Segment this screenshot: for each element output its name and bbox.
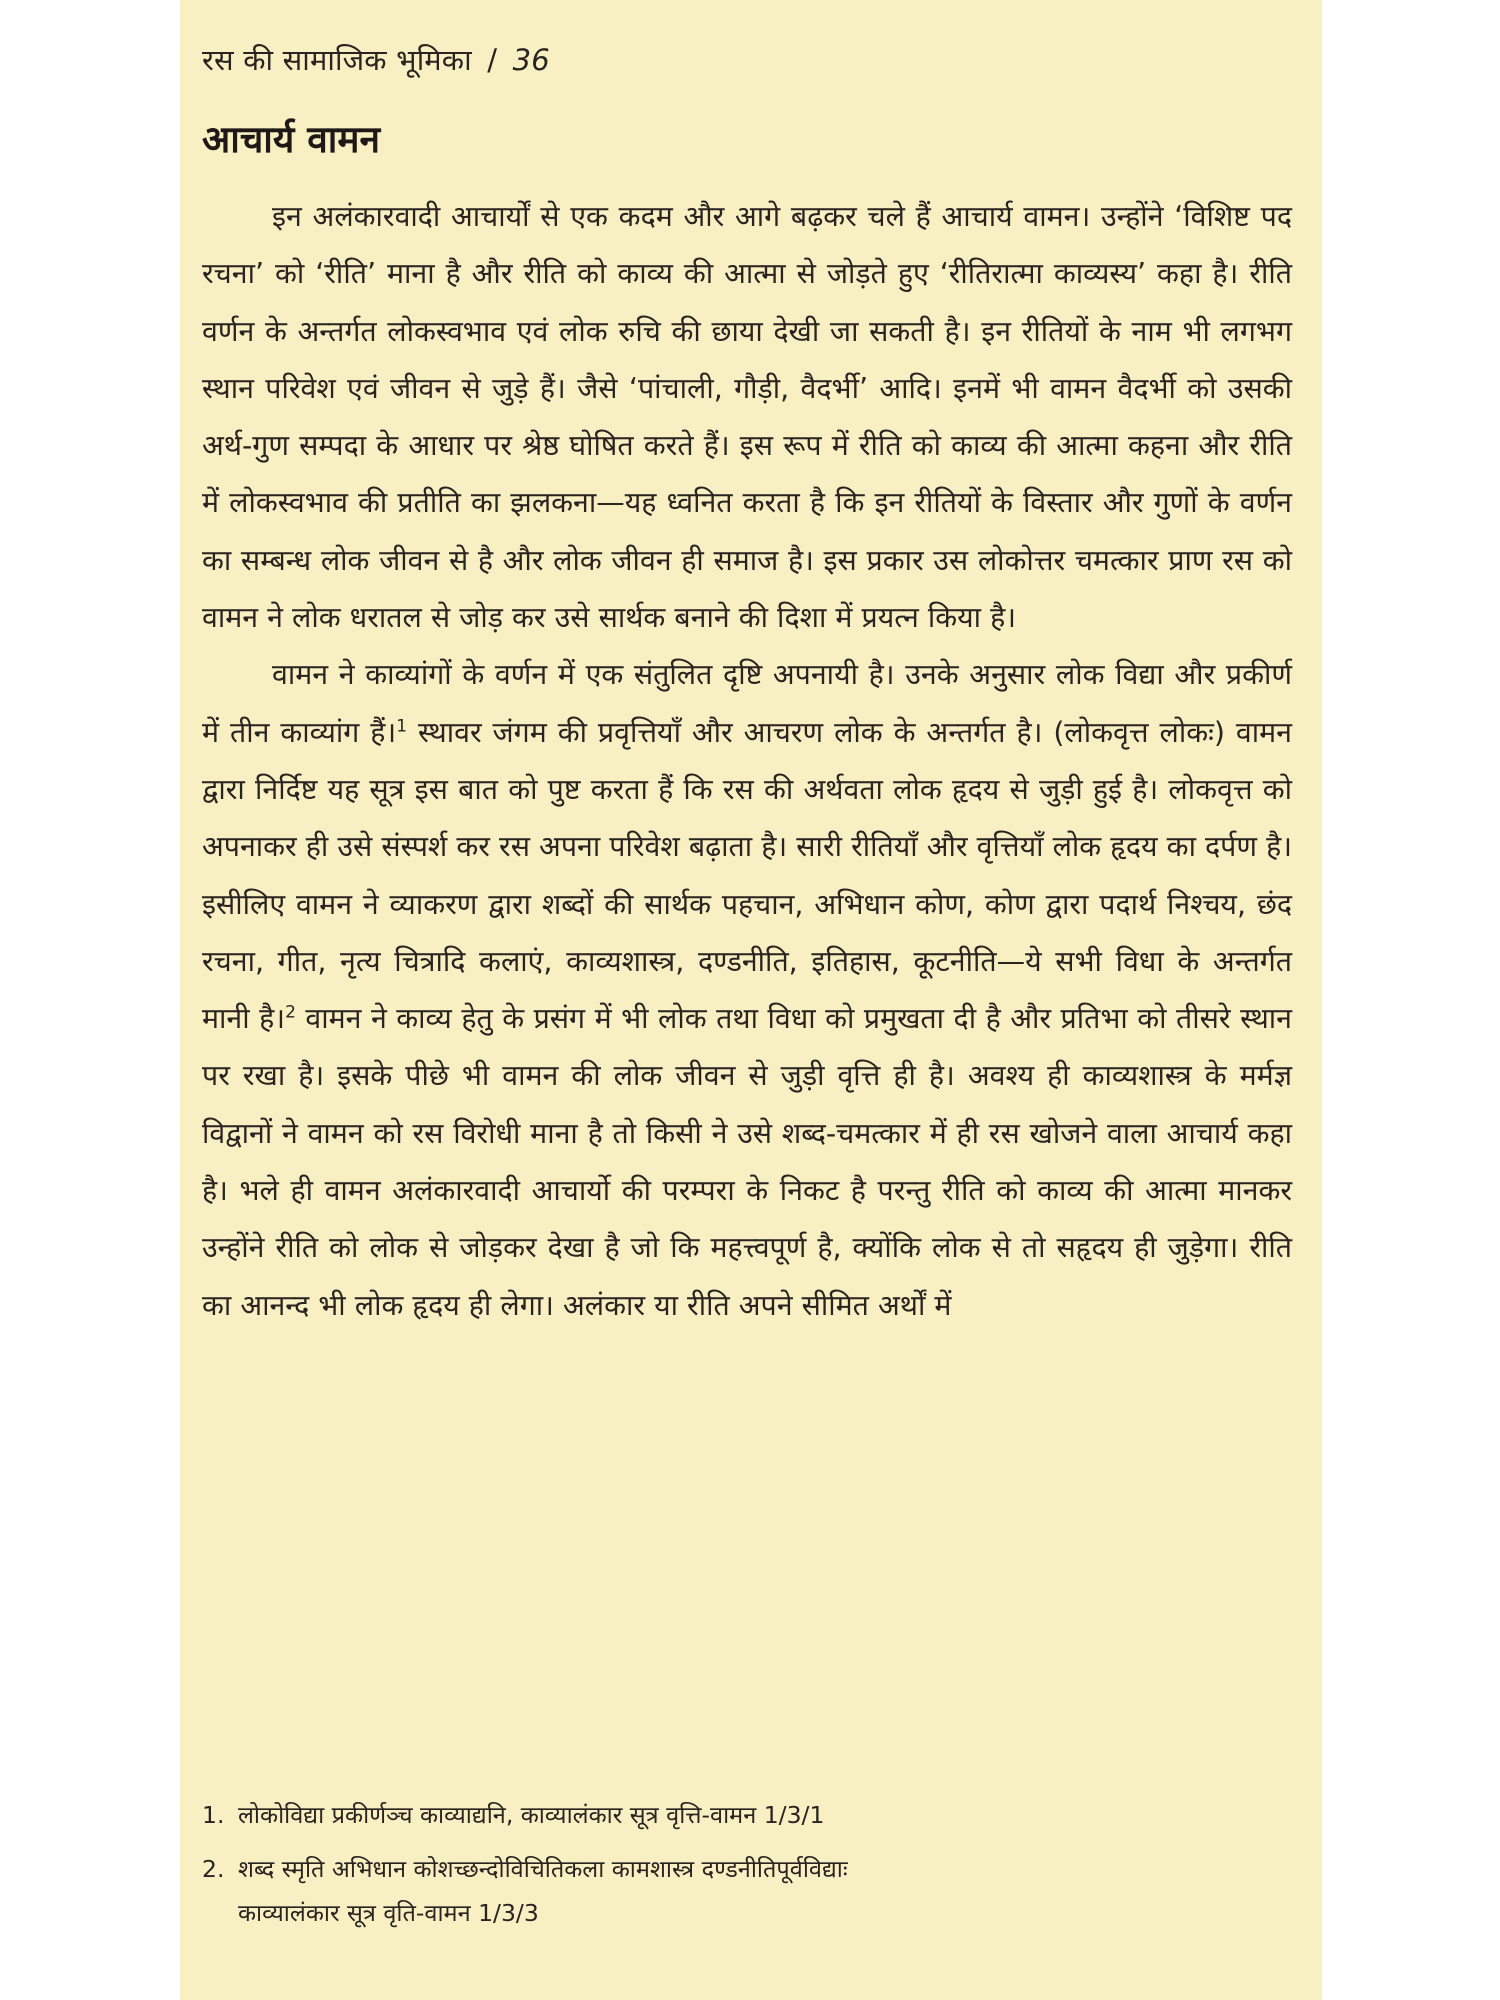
footnote-text: लोकोविद्या प्रकीर्णञ्च काव्याद्यनि, काव्यालंकार सूत्र वृत्ति-वामन 1/3/1 [238, 1801, 825, 1829]
paragraph-2-part-2: स्थावर जंगम की प्रवृत्तियाँ और आचरण लोक के अन्तर्गत है। (लोकवृत्त लोकः) वामन द्वारा निर्दिष्ट यह सूत्र इस बात को पुष्ट करता हैं कि रस की अर्थवता लोक हृदय से जुड़ी हुई है। लोकवृत्त को अपनाकर ही उसे संस्पर्श कर रस अपना परिवेश बढ़ाता है। सारी रीतियाँ और वृत्तियाँ लोक हृदय का दर्पण है। इसीलिए वामन ने व्याकरण द्वारा शब्दों की सार्थक पहचान, अभिधान कोण, कोण द्वारा पदार्थ निश्चय, छंद रचना, गीत, नृत्य चित्रादि कलाएं, काव्यशास्त्र, दण्डनीति, इतिहास, कूटनीति—ये सभी विधा के अन्तर्गत मानी है। [202, 715, 1292, 1036]
paragraph-2 [202, 646, 1292, 1334]
paragraph-2-part-3: वामन ने काव्य हेतु के प्रसंग में भी लोक तथा विधा को प्रमुखता दी है और प्रतिभा को तीसरे स्थान पर रखा है। इसके पीछे भी वामन की लोक जीवन से जुड़ी वृत्ति ही है। अवश्य ही काव्यशास्त्र के मर्मज्ञ विद्वानों ने वामन को रस विरोधी माना है तो किसी ने उसे शब्द-चमत्कार में ही रस खोजने वाला आचार्य कहा है। भले ही वामन अलंकारवादी आचार्यो की परम्परा के निकट है परन्तु रीति को काव्य की आत्मा मानकर उन्होंने रीति को लोक से जोड़कर देखा है जो कि महत्त्वपूर्ण है, क्योंकि लोक से तो सहृदय ही जुड़ेगा। रीति का आनन्द भी लोक हृदय ही लेगा। अलंकार या रीति अपने सीमित अर्थों में [202, 1002, 1292, 1322]
footnote-2-continuation: काव्यालंकार सूत्र वृति-वामन 1/3/3 [238, 1899, 539, 1927]
footnote-ref-1: 1 [396, 716, 408, 737]
footnote-number: 2. [202, 1855, 225, 1883]
footnote-number: 1. [202, 1801, 225, 1829]
footnotes [202, 1798, 1302, 1928]
footnote-2 [202, 1852, 1302, 1884]
footnote-text: शब्द स्मृति अभिधान कोशच्छन्दोविचितिकला कामशास्त्र दण्डनीतिपूर्वविद्याः [238, 1855, 848, 1883]
section-heading: आचार्य वामन [202, 118, 381, 161]
running-head [202, 40, 550, 79]
footnote-1 [202, 1798, 1302, 1830]
book-page [180, 0, 1322, 2000]
running-head-separator: / [487, 43, 498, 77]
paragraph-1: इन अलंकारवादी आचार्यों से एक कदम और आगे बढ़कर चले हैं आचार्य वामन। उन्होंने ‘विशिष्ट पद रचना’ को ‘रीति’ माना है और रीति को काव्य की आत्मा से जोड़ते हुए ‘रीतिरात्मा काव्यस्य’ कहा है। रीति वर्णन के अन्तर्गत लोकस्वभाव एवं लोक रुचि की छाया देखी जा सकती है। इन रीतियों के नाम भी लगभग स्थान परिवेश एवं जीवन से जुड़े हैं। जैसे ‘पांचाली, गौड़ी, वैदर्भी’ आदि। इनमें भी वामन वैदर्भी को उसकी अर्थ-गुण सम्पदा के आधार पर श्रेष्ठ घोषित करते हैं। इस रूप में रीति को काव्य की आत्मा कहना और रीति में लोकस्वभाव की प्रतीति का झलकना—यह ध्वनित करता है कि इन रीतियों के विस्तार और गुणों के वर्णन का सम्बन्ध लोक जीवन से है और लोक जीवन ही समाज है। इस प्रकार उस लोकोत्तर चमत्कार प्राण रस को वामन ने लोक धरातल से जोड़ कर उसे सार्थक बनाने की दिशा में प्रयत्न किया है। [202, 200, 1292, 635]
paragraph-2-part-1: वामन ने काव्यांगों के वर्णन में एक संतुलित दृष्टि अपनायी है। उनके अनुसार लोक विद्या और प्रकीर्ण में तीन काव्यांग हैं। [202, 658, 1292, 749]
body-text [202, 188, 1292, 1334]
page-number: 36 [512, 43, 550, 77]
footnote-ref-2: 2 [285, 1002, 296, 1023]
running-head-title: रस की सामाजिक भूमिका [202, 43, 472, 77]
